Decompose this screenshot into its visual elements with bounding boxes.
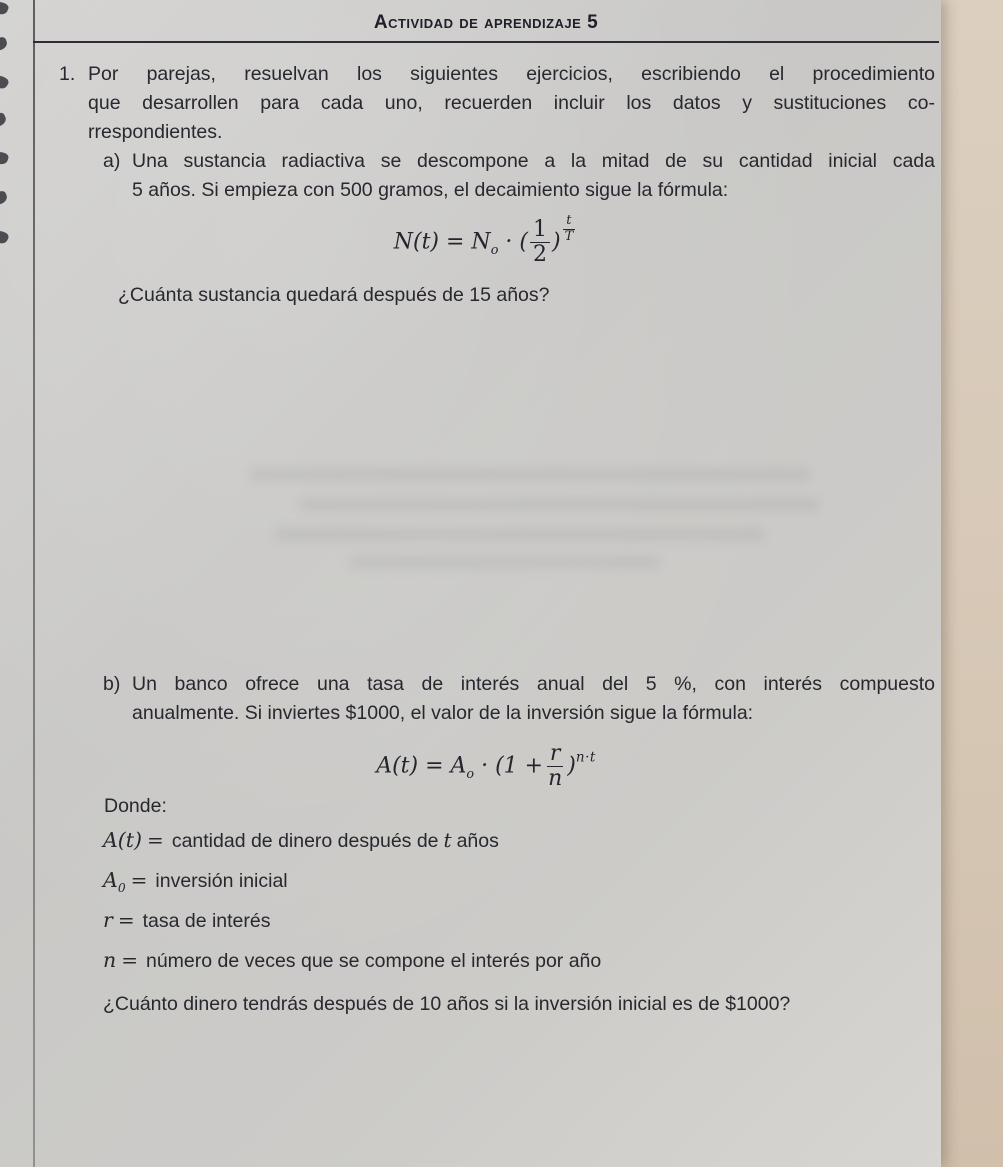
exponent-fraction	[562, 214, 577, 245]
formula-a-subscript: o	[490, 243, 499, 259]
definition-row	[103, 828, 611, 868]
exercise-intro-text	[88, 60, 935, 147]
definition-text: inversión inicial	[155, 870, 288, 892]
section-b-line-2: anualmente. Si inviertes $1000, el valor de la inversión sigue la fórmula:	[132, 702, 754, 724]
question-a: ¿Cuánta sustancia quedará después de 15 años?	[118, 284, 550, 306]
section-b-text	[132, 670, 935, 728]
fraction-one-half	[530, 218, 550, 267]
exponent-nt: n·t	[575, 749, 596, 766]
section-b	[103, 670, 935, 728]
intro-line-1: Por parejas, resuelvan los siguientes ejercicios, escribiendo el procedimiento	[88, 63, 935, 85]
section-b-label: b)	[103, 673, 121, 695]
section-a-line-2: 5 años. Si empieza con 500 gramos, el decaimiento sigue la fórmula:	[132, 179, 729, 201]
definition-text: cantidad de dinero después de	[171, 830, 439, 852]
ink-bleedthrough	[250, 468, 810, 481]
equals-sign: =	[147, 828, 164, 852]
close-paren: )	[567, 753, 576, 779]
ink-bleedthrough	[275, 528, 765, 541]
definition-symbol: n	[103, 948, 117, 972]
definition-text-after: años	[456, 830, 499, 852]
exercise-number: 1.	[59, 63, 76, 85]
equals-sign: =	[117, 908, 135, 932]
definition-row	[103, 948, 611, 988]
page-margin-line	[33, 0, 35, 1167]
formula-b-subscript: o	[466, 767, 475, 783]
exponent-denominator: T	[564, 229, 574, 245]
exponent-numerator: t	[563, 214, 574, 230]
fraction-r-over-n	[545, 742, 565, 791]
page-title: Actividad de aprendizaje 5	[373, 12, 599, 33]
intro-line-3: rrespondientes.	[88, 121, 223, 143]
close-paren: )	[551, 229, 561, 255]
spiral-binding-mark	[0, 0, 10, 17]
equals-sign: =	[121, 948, 138, 972]
definition-variable: t	[443, 828, 452, 852]
where-label: Donde:	[104, 795, 167, 817]
definitions-list	[103, 828, 611, 988]
open-paren-expr: (1 +	[495, 753, 544, 779]
fraction-denominator: 2	[532, 242, 547, 268]
dot-operator: ·	[505, 229, 513, 255]
header-divider	[33, 41, 939, 43]
equals-sign: =	[130, 868, 148, 892]
fraction-denominator: n	[548, 766, 563, 792]
definition-text: tasa de interés	[142, 910, 271, 932]
section-b-line-1: Un banco ofrece una tasa de interés anual del 5 %, con interés compuesto	[132, 673, 935, 695]
section-a	[103, 147, 935, 205]
formula-b-lhs: A(t) = A	[376, 753, 467, 779]
fraction-numerator: r	[547, 742, 564, 767]
fraction-numerator: 1	[530, 218, 550, 243]
spiral-binding-mark	[0, 228, 10, 245]
question-b: ¿Cuánto dinero tendrás después de 10 años si la inversión inicial es de $1000?	[103, 993, 791, 1015]
intro-line-2: que desarrollen para cada uno, recuerden incluir los datos y sustituciones co-	[88, 92, 935, 114]
formula-a-lhs: N(t) = N	[393, 229, 491, 255]
spiral-binding-mark	[0, 111, 8, 128]
spiral-binding-mark	[0, 73, 10, 91]
ink-bleedthrough	[300, 498, 820, 511]
ink-bleedthrough	[350, 556, 660, 568]
formula-radioactive-decay	[34, 213, 938, 268]
open-paren: (	[519, 229, 528, 255]
exercise-1-intro	[59, 60, 935, 147]
spiral-binding-mark	[0, 36, 8, 52]
definition-row	[103, 908, 611, 948]
spiral-binding-mark	[0, 190, 9, 206]
definition-symbol: A(t)	[103, 828, 143, 852]
definition-symbol: r	[103, 908, 113, 932]
dot-operator: ·	[481, 753, 489, 779]
definition-text: número de veces que se compone el interés por año	[145, 950, 602, 972]
formula-compound-interest	[34, 742, 938, 791]
section-a-line-1: Una sustancia radiactiva se descompone a la mitad de su cantidad inicial cada	[132, 150, 935, 172]
section-a-label: a)	[103, 150, 121, 172]
section-a-text	[132, 147, 935, 205]
spiral-binding-mark	[0, 150, 9, 166]
definition-row	[103, 868, 611, 908]
definition-symbol: $A_0$	[103, 868, 126, 896]
